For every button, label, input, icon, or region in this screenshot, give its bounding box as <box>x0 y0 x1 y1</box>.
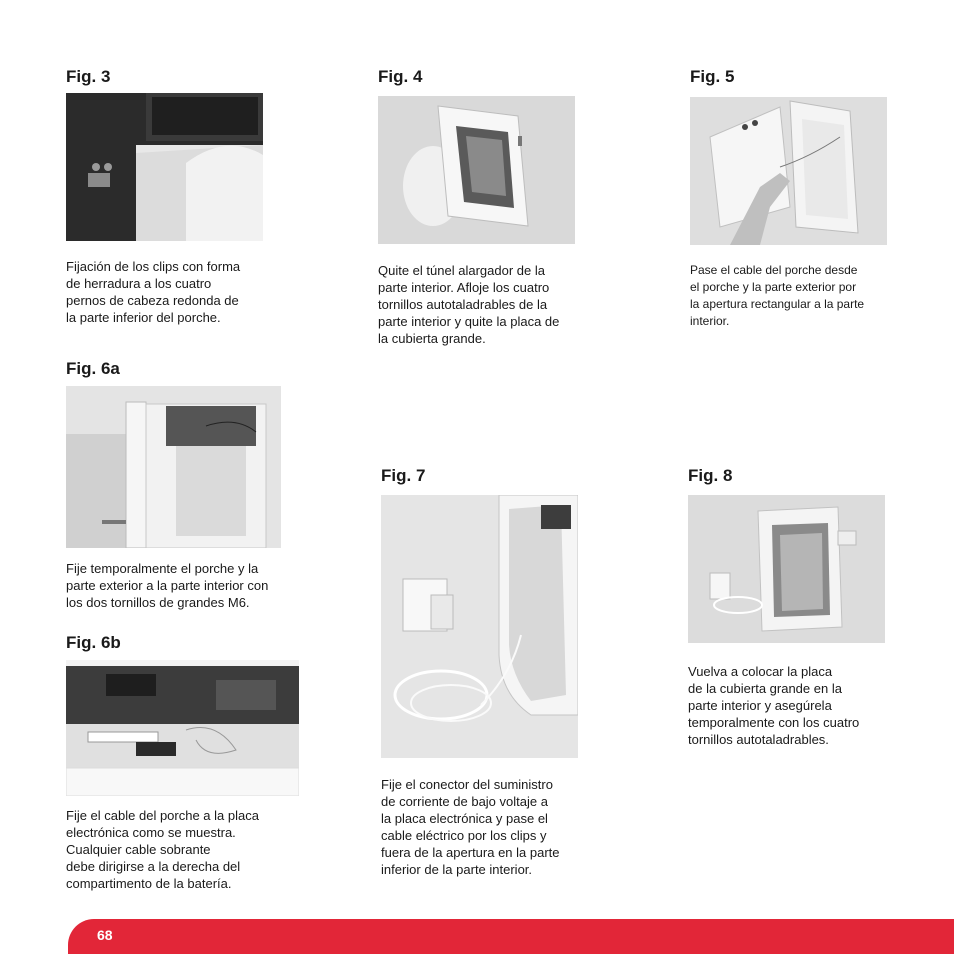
fig3-caption: Fijación de los clips con forma de herradura a los cuatro pernos de cabeza redonda de la parte inferior del porche. <box>66 259 241 325</box>
fig6b-title: Fig. 6b <box>66 633 121 652</box>
fig8-caption: Vuelva a colocar la placa de la cubierta grande en la parte interior y asegúrela temporalmente con los cuatro tornillos autotaladrables. <box>688 664 860 747</box>
fig5-caption: Pase el cable del porche desde el porche y la parte exterior por la apertura rectangular a la parte interior. <box>690 263 865 328</box>
fig4-photo <box>378 96 575 244</box>
fig6a-caption: Fije temporalmente el porche y la parte exterior a la parte interior con los dos tornillos de grandes M6. <box>66 561 269 610</box>
fig3-title: Fig. 3 <box>66 67 111 86</box>
fig5-photo <box>690 97 887 245</box>
fig7-title: Fig. 7 <box>381 466 426 485</box>
footer-bar <box>68 919 954 954</box>
fig4-title: Fig. 4 <box>378 67 423 86</box>
page-number: 68 <box>97 927 113 943</box>
fig7-caption: Fije el conector del suministro de corriente de bajo voltaje a la placa electrónica y pase el cable eléctrico por los clips y fuera de la apertura en la parte inferior de la parte interior. <box>381 777 560 877</box>
fig6b-photo <box>66 660 299 796</box>
fig4-caption: Quite el túnel alargador de la parte interior. Afloje los cuatro tornillos autotaladrables de la parte interior y quite la placa de la cubierta grande. <box>378 263 560 346</box>
fig7-photo <box>381 495 578 758</box>
fig8-title: Fig. 8 <box>688 466 733 485</box>
fig6a-title: Fig. 6a <box>66 359 120 378</box>
fig5-title: Fig. 5 <box>690 67 735 86</box>
fig8-photo <box>688 495 885 643</box>
fig3-photo <box>66 93 263 241</box>
fig6a-photo <box>66 386 281 548</box>
fig6b-caption: Fije el cable del porche a la placa electrónica como se muestra. Cualquier cable sobrante debe dirigirse a la derecha del compartimento de la batería. <box>66 808 259 891</box>
